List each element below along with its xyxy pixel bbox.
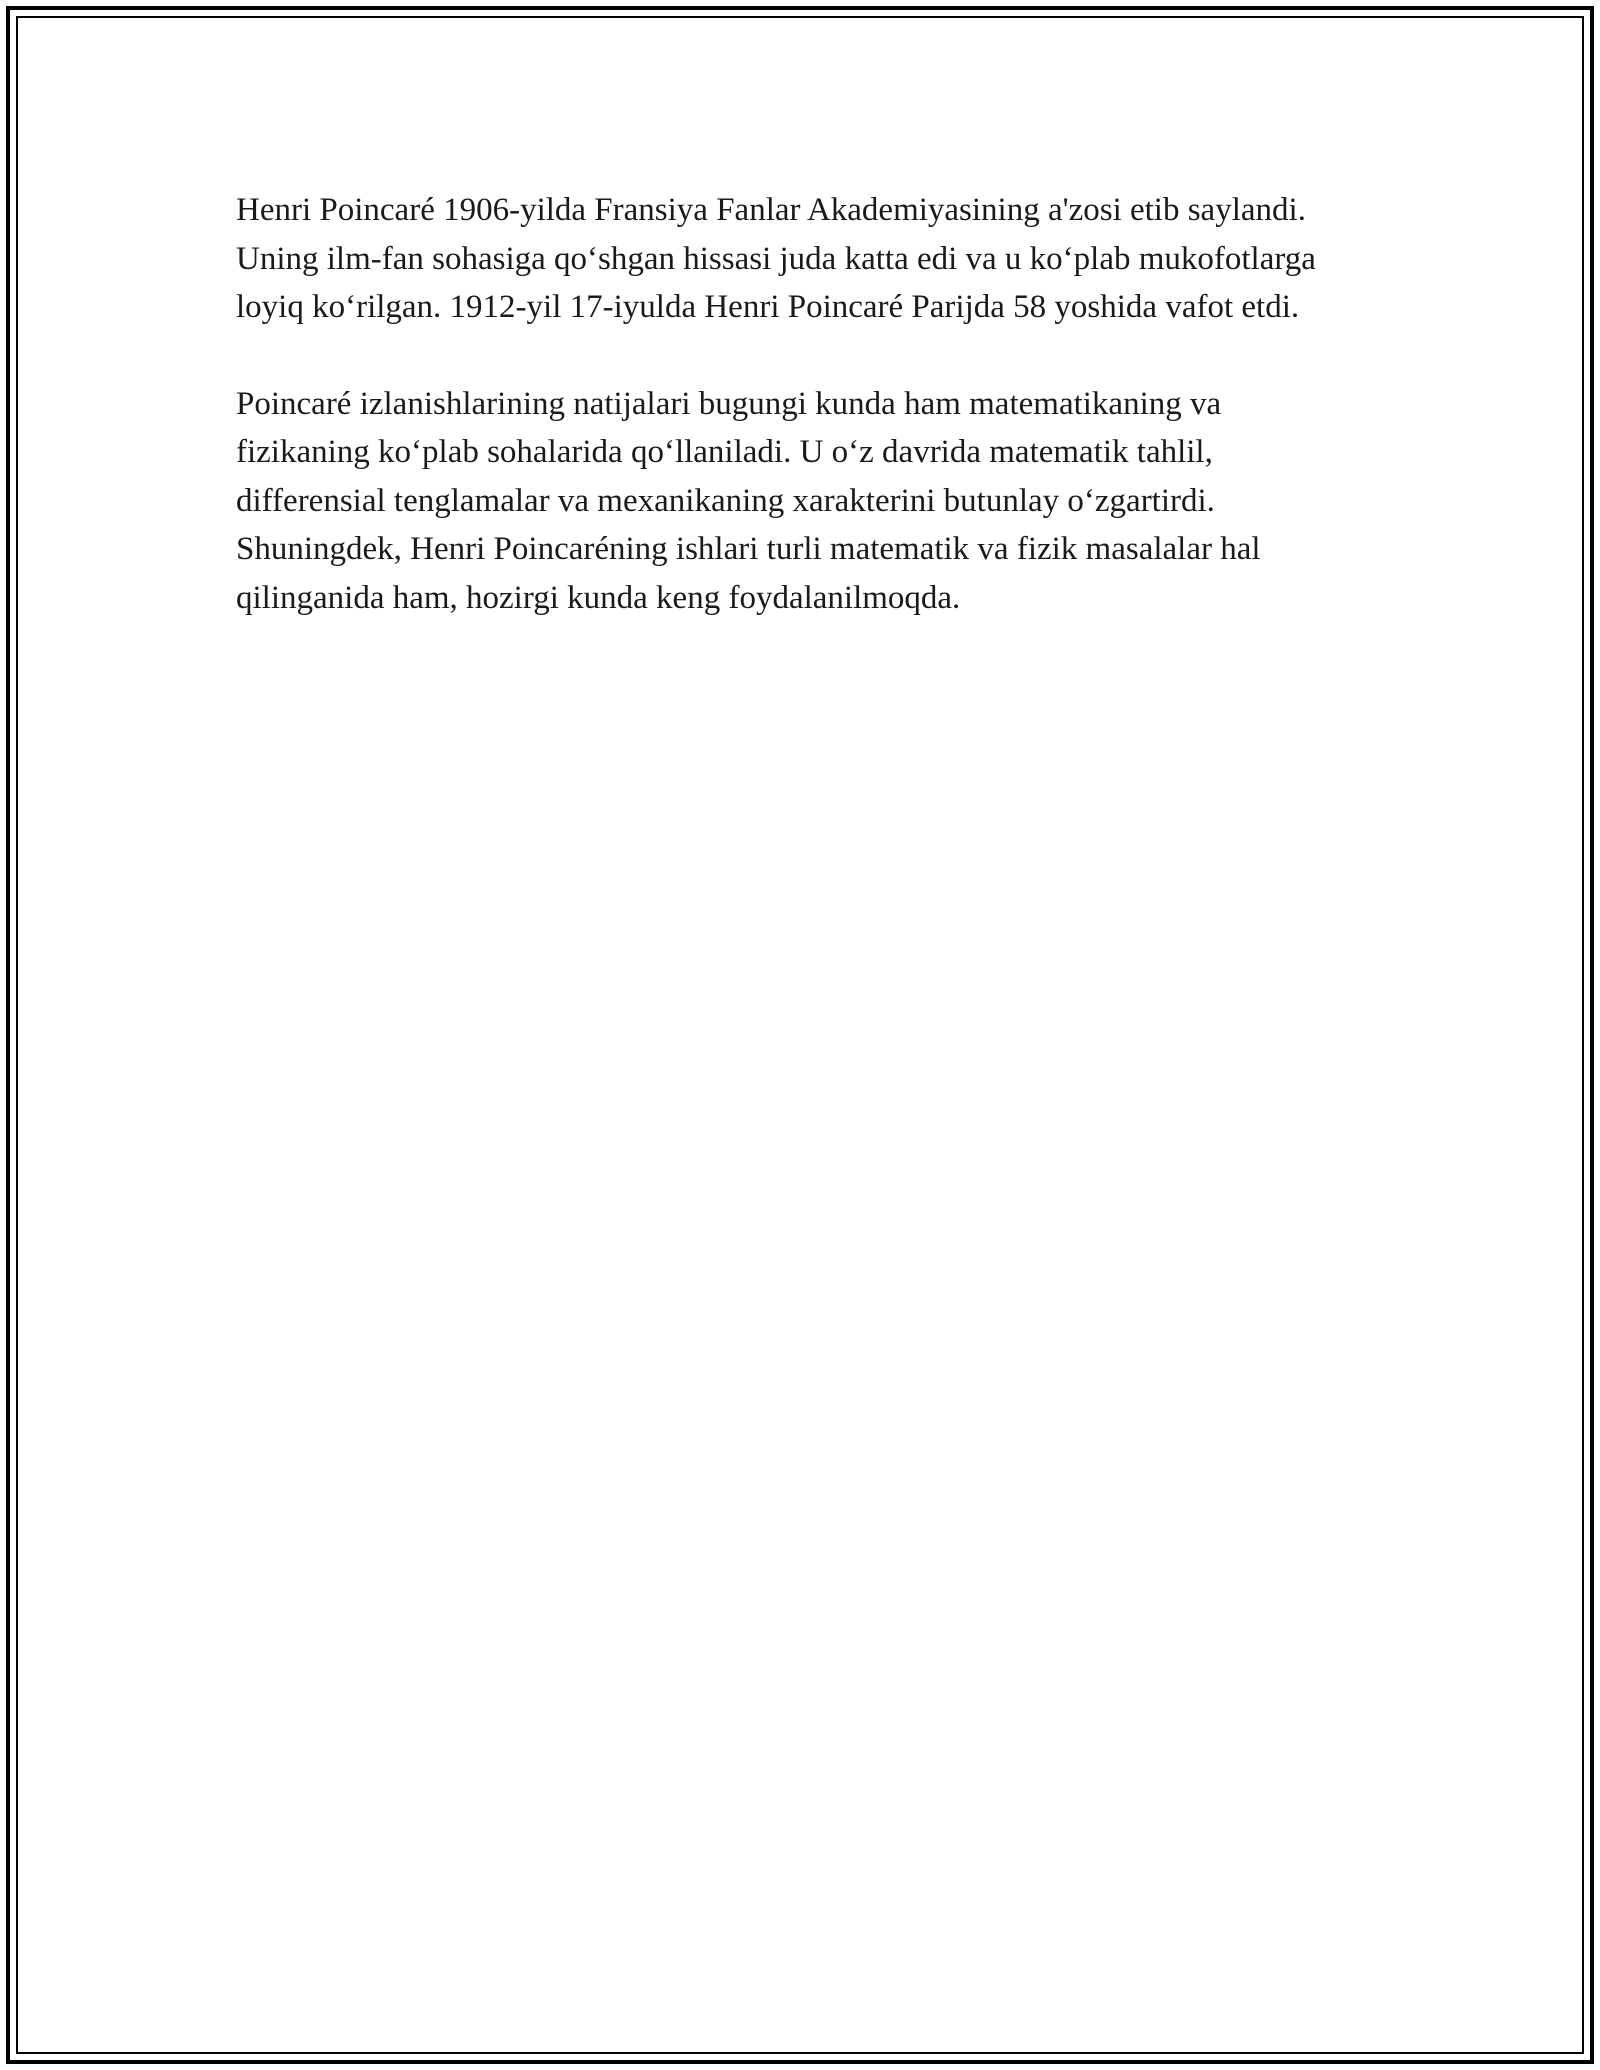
document-body xyxy=(236,186,1346,670)
paragraph-2: Poincaré izlanishlarining natijalari bugungi kunda ham matematikaning va fizikaning ko‘plab sohalarida qo‘llaniladi. U o‘z davrida matematik tahlil, differensial tenglamalar va mexanikaning xarakterini butunlay o‘zgartirdi. Shuningdek, Henri Poincaréning ishlari turli matematik va fizik masalalar hal qilinganida ham, hozirgi kunda keng foydalanilmoqda. xyxy=(236,385,1261,616)
paragraph-1: Henri Poincaré 1906-yilda Fransiya Fanlar Akademiyasining a'zosi etib saylandi. Uning ilm-fan sohasiga qo‘shgan hissasi juda katta edi va u ko‘plab mukofotlarga loyiq ko‘rilgan. 1912-yil 17-iyulda Henri Poincaré Parijda 58 yoshida vafot etdi. xyxy=(236,192,1316,325)
